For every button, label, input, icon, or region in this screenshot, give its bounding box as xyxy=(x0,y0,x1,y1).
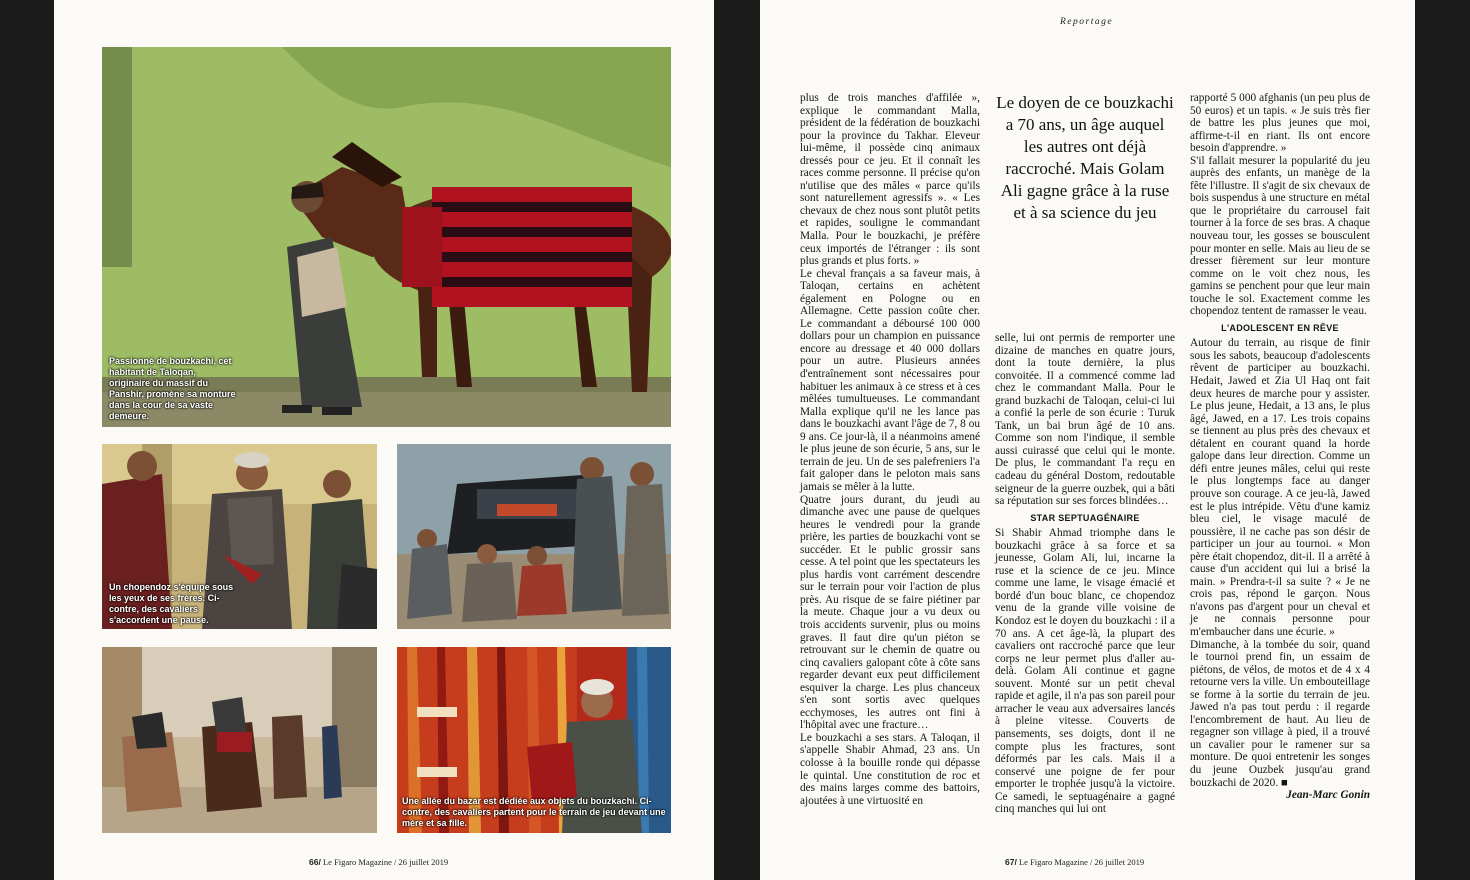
paragraph: S'il fallait mesurer la popularité du jeu auprès des enfants, un manège de la fête l'illustre. Il s'agit de six chevaux de bois suspendus à une structure en métal que le propriétaire du carrousel fait tourner à la force de ses bras. A chaque nouveau tour, les gosses se bousculent pour monter en selle. Mais au lieu de se dresser fièrement sur leur monture comme on le voit chez nous, les gamins se penchent pour que leur main touche le sol. Exactement comme les chopendoz tentent de ramasser le veau. xyxy=(1190,154,1370,318)
right-page xyxy=(760,0,1415,880)
folio-right-text: Le Figaro Magazine / 26 juillet 2019 xyxy=(1016,857,1145,867)
paragraph: Dimanche, à la tombée du soir, quand le tournoi prend fin, un essaim de piétons, de vélos, de motos et de 4 x 4 retourne vers la ville. Un embouteillage se forme à la sortie du terrain de jeu. Jawed n'a pas tout perdu : il regarde l'encombrement de haut. Au lieu de regagner son village à pied, il a trouvé un cavalier pour le ramener sur sa monture. De quoi entretenir les songes du jeune Ouzbek jusqu'au grand bouzkachi de 2020. ■ xyxy=(1190,638,1370,789)
section-heading: L'ADOLESCENT EN RÊVE xyxy=(1221,322,1339,333)
folio-left xyxy=(309,857,448,867)
riders-resting-photo-icon xyxy=(397,444,671,629)
paragraph: rapporté 5 000 afghanis (un peu plus de 50 euros) et un tapis. « Je suis très fier de battre les plus jeunes que moi, affirme-t-il en riant. Ils ont encore besoin d'apprendre. » xyxy=(1190,92,1370,155)
folio-left-text: Le Figaro Magazine / 26 juillet 2019 xyxy=(320,857,449,867)
article-column-3 xyxy=(1190,92,1370,802)
paragraph: Le cheval français a sa faveur mais, à Taloqan, certains en achètent également en Pologne ou en Allemagne. Cette passion coûte cher. Le commandant a déboursé 100 000 dollars pour un champion en puissance encore au dressage et 40 000 dollars pour un autre. Plusieurs années d'entraînement sont nécessaires pour habituer les animaux à ce stress et à ces mêlées tumultueuses. Le commandant Malla explique qu'il ne les lance pas dans le bouzkachi avant l'âge de 7, 8 ou 9 ans. Ce jour-là, il a néanmoins amené le plus jeune de son écurie, 5 ans, sur le terrain de jeu. Un de ses palefreniers l'a fait galoper dans le peloton mais sans jamais se mêler à la lutte. xyxy=(800,267,980,493)
article-column-2 xyxy=(995,332,1175,816)
folio-left-number: 66/ xyxy=(309,857,321,867)
folio-right xyxy=(1005,857,1144,867)
caption-chopendoz: Un chopendoz s'équipe sous les yeux de ses frères. Ci-contre, des cavaliers s'accordent une pause. xyxy=(109,582,234,625)
article-column-1 xyxy=(800,92,980,807)
caption-main: Passionné de bouzkachi, cet habitant de Taloqan, originaire du massif du Panshir, promène sa monture dans la cour de sa vaste demeure. xyxy=(109,356,236,421)
rubric: Reportage xyxy=(1060,17,1114,27)
paragraph: Autour du terrain, au risque de finir sous les sabots, beaucoup d'adolescents rêvent de participer au bouzkachi. Hedait, Jawed et Zia Ul Haq ont fait deux heures de marche pour y assister. Le plus jeune, Hedait, a 13 ans, le plus âgé, Jawed, en a 17. Les trois copains se tiennent au plus près des chevaux et détalent en courant quand la horde galope dans leur direction. Comme un défi entre jeunes mâles, celui qui reste le plus longtemps face au danger prouve son courage. A ce jeu-là, Jawed est le plus intrépide. Vêtu d'une kamiz bleu ciel, le visage maculé de poussière, il ne cache pas son désir de participer un jour au tournoi. « Mon père était chopendoz, dit-il. Il a arrêté à cause d'un accident qui lui a brisé la main. » Prendra-t-il sa suite ? « Je ne crois pas, répond le garçon. Nous n'avons pas d'argent pour un cheval et je ne connais personne pour m'embaucher dans une écurie. » xyxy=(1190,337,1370,638)
photo-riders xyxy=(102,647,377,833)
left-page xyxy=(54,0,714,880)
photo-pause xyxy=(397,444,671,629)
paragraph: Quatre jours durant, du jeudi au dimanche avec une pause de quelques heures le vendredi pour la grande prière, les parties de bouzkachi vont se succéder. Et le public grossir sans cesse. A tel point que les spectateurs les plus hardis vont carrément descendre sur le terrain pour voir l'action de plus près. Au risque de se faire piétiner par la meute. Chaque jour a vu deux ou trois accidents survenir, plus ou moins graves. Il faut dire qu'un piéton se retrouvant sur le chemin de quatre ou cinq cavaliers galopant côte à côte sans regarder devant eux peut difficilement esquiver la charge. Les plus chanceux s'en sont sortis avec quelques ecchymoses, les autres ont fini à l'hôpital avec une fracture… xyxy=(800,493,980,732)
section-heading: STAR SEPTUAGÉNAIRE xyxy=(1030,512,1140,523)
paragraph: Si Shabir Ahmad triomphe dans le bouzkachi grâce à sa force et sa jeunesse, Golam Ali, lui, incarne la ruse et la science de ce jeu. Mince comme une lame, le visage émacié et bordé d'un bouc blanc, ce chopendoz venu de la grande ville voisine de Kondoz est le doyen du bouzkachi : il a 70 ans. A cet âge-là, la plupart des cavaliers ont raccroché parce que leur corps ne leur permet plus d'aller au-delà. Golam Ali continue et gagne souvent. Monté sur un petit cheval rapide et agile, il n'a pas son pareil pour arracher le veau aux adversaires lancés à pleine vitesse. Couverts de pansements, ses doigts, dont il ne compte plus les fractures, sont déformés par les cals. Mais il a conservé une poigne de fer pour emporter le trophée jusqu'à la victoire. Ce samedi, le septuagénaire a gagné cinq manches qui lui ont xyxy=(995,527,1175,816)
author-signature: Jean-Marc Gonin xyxy=(1286,789,1370,802)
paragraph: Le bouzkachi a ses stars. A Taloqan, il s'appelle Shabir Ahmad, 23 ans. Un colosse à la bouille ronde qui dépasse le quintal. Une constitution de roc et des mains larges comme des battoirs, ajoutées à une virtuosité en xyxy=(800,731,980,807)
pull-quote: Le doyen de ce bouzkachi a 70 ans, un âge auquel les autres ont déjà raccroché. Mais Golam Ali gagne grâce à la ruse et à sa science du jeu xyxy=(996,93,1174,222)
riders-street-photo-icon xyxy=(102,647,377,833)
caption-bazar: Une allée du bazar est dédiée aux objets du bouzkachi. Ci-contre, des cavaliers partent pour le terrain de jeu devant une mère et sa fille. xyxy=(402,796,666,828)
folio-right-number: 67/ xyxy=(1005,857,1017,867)
paragraph: selle, lui ont permis de remporter une dizaine de manches en quatre jours, dont la toute dernière, la plus convoitée. Il a commencé comme lad chez le commandant Malla. Pour le grand buzkachi de Taloqan, celui-ci lui a confié la perle de son écurie : Turuk Tank, un bai brun âgé de 10 ans. Comme son nom l'indique, il semble aussi cuirassé que celui qui le monte. De plus, le commandant l'a reçu en cadeau du général Dostom, redoutable seigneur de la guerre ouzbek, qui a bâti sa réputation sur ses forces blindées… xyxy=(995,332,1175,508)
paragraph: plus de trois manches d'affilée », explique le commandant Malla, président de la fédération de bouzkachi pour la province du Takhar. Eleveur lui-même, il possède cinq animaux dressés pour ce jeu. Et il connaît les races comme personne. Il précise qu'on n'utilise que des mâles « parce qu'ils sont naturellement agressifs ». « Les chevaux de chez nous sont plutôt petits et rapides, souligne le commandant Malla. Pour le bouzkachi, je préfère ceux importés de l'étranger : ils sont plus grands et plus forts. » xyxy=(800,92,980,268)
